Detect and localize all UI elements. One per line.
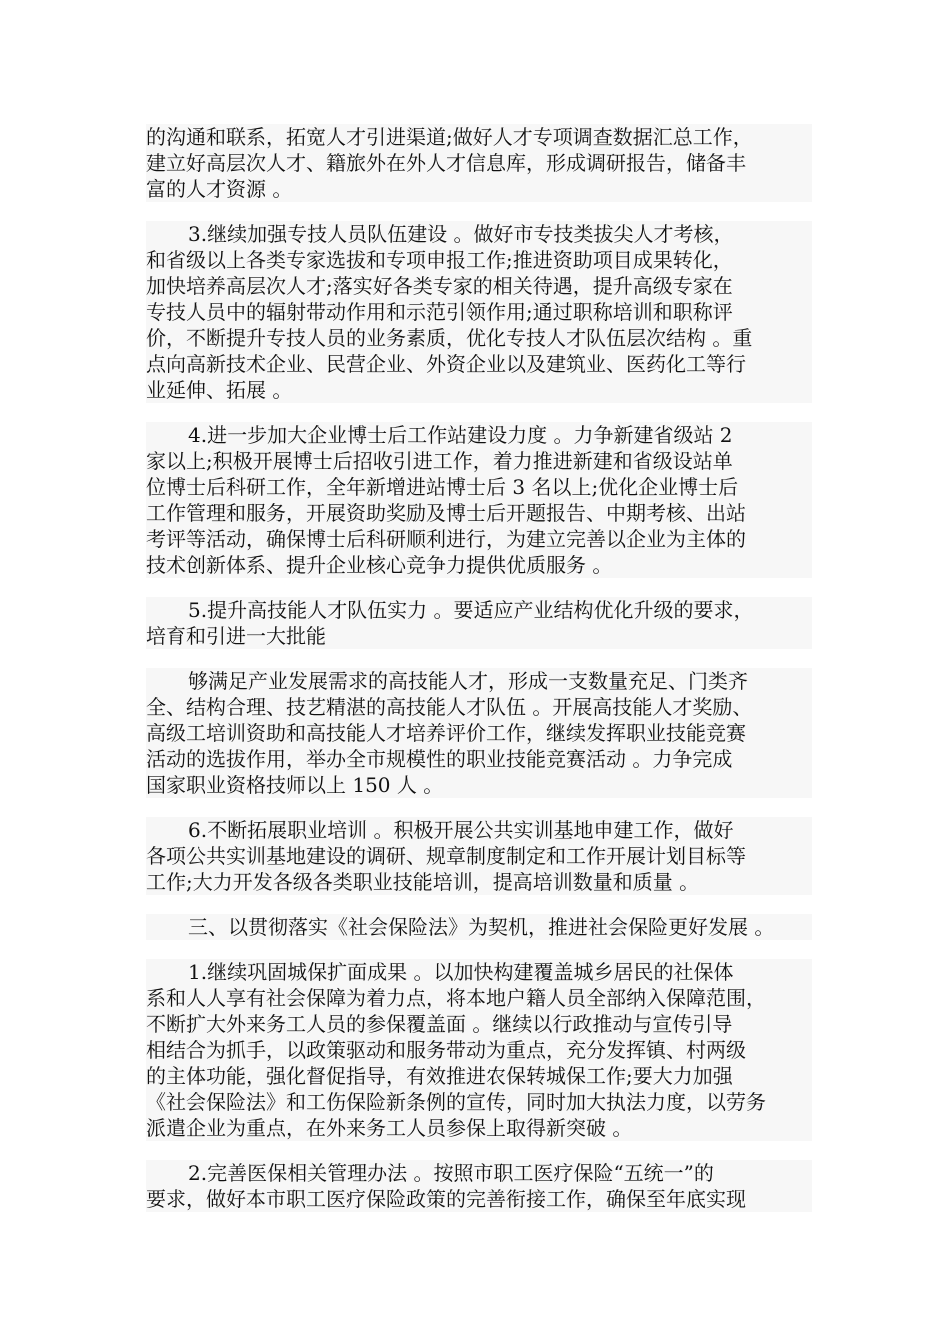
paragraph-item-4: [146, 422, 812, 578]
document-page: [146, 124, 812, 1231]
text-line: 国家职业资格技师以上 150 人 。: [146, 773, 444, 797]
text-line: 派遣企业为重点，在外来务工人员参保上取得新突破 。: [146, 1116, 633, 1140]
text-line: 培育和引进一大批能: [146, 624, 326, 648]
text-line: 够满足产业发展需求的高技能人才，形成一支数量充足、门类齐: [188, 669, 748, 693]
text-line: 3.继续加强专技人员队伍建设 。做好市专技类拔尖人才考核，: [188, 222, 734, 246]
text-line: 和省级以上各类专家选拔和专项申报工作;推进资助项目成果转化，: [146, 248, 733, 272]
text-line: 工作;大力开发各级各类职业技能培训，提高培训数量和质量 。: [146, 870, 700, 894]
text-line: 5.提升高技能人才队伍实力 。要适应产业结构优化升级的要求，: [188, 598, 754, 622]
text-line: 专技人员中的辐射带动作用和示范引领作用;通过职称培训和职称评: [146, 300, 733, 324]
text-line: 全、结构合理、技艺精湛的高技能人才队伍 。开展高技能人才奖励、: [146, 695, 753, 719]
text-line: 位博士后科研工作，全年新增进站博士后 3 名以上;优化企业博士后: [146, 475, 739, 499]
paragraph-social-item-1: [146, 959, 812, 1141]
text-line: 各项公共实训基地建设的调研、规章制度制定和工作开展计划目标等: [146, 844, 746, 868]
paragraph-talent-channels: [146, 124, 812, 202]
text-line: 系和人人享有社会保障为着力点，将本地户籍人员全部纳入保障范围，: [146, 986, 766, 1010]
text-line: 活动的选拔作用，举办全市规模性的职业技能竞赛活动 。力争完成: [146, 747, 733, 771]
text-line: 相结合为抓手，以政策驱动和服务带动为重点，充分发挥镇、村两级: [146, 1038, 746, 1062]
text-line: 建立好高层次人才、籍旅外在外人才信息库，形成调研报告，储备丰: [146, 151, 746, 175]
text-line: 《社会保险法》和工伤保险新条例的宣传，同时加大执法力度，以劳务: [146, 1090, 766, 1114]
text-line: 的主体功能，强化督促指导，有效推进农保转城保工作;要大力加强: [146, 1064, 733, 1088]
text-line: 加快培养高层次人才;落实好各类专家的相关待遇，提升高级专家在: [146, 274, 733, 298]
paragraph-item-3: [146, 221, 812, 403]
text-line: 业延伸、拓展 。: [146, 378, 293, 402]
paragraph-item-5: [146, 597, 812, 649]
text-line: 富的人才资源 。: [146, 177, 293, 201]
text-line: 技术创新体系、提升企业核心竞争力提供优质服务 。: [146, 553, 613, 577]
text-line: 工作管理和服务，开展资助奖励及博士后开题报告、中期考核、出站: [146, 501, 746, 525]
text-line: 高级工培训资助和高技能人才培养评价工作，继续发挥职业技能竞赛: [146, 721, 746, 745]
text-line: 不断扩大外来务工人员的参保覆盖面 。继续以行政推动与宣传引导: [146, 1012, 733, 1036]
text-line: 价，不断提升专技人员的业务素质，优化专技人才队伍层次结构 。重: [146, 326, 753, 350]
paragraph-social-item-2: [146, 1160, 812, 1212]
text-line: 1.继续巩固城保扩面成果 。以加快构建覆盖城乡居民的社保体: [188, 960, 734, 984]
text-line: 考评等活动，确保博士后科研顺利进行，为建立完善以企业为主体的: [146, 527, 746, 551]
text-line: 家以上;积极开展博士后招收引进工作，着力推进新建和省级设站单: [146, 449, 733, 473]
text-line: 6.不断拓展职业培训 。积极开展公共实训基地申建工作，做好: [188, 818, 734, 842]
text-line: 2.完善医保相关管理办法 。按照市职工医疗保险“五统一”的: [188, 1161, 714, 1185]
text-line: 三、以贯彻落实《社会保险法》为契机，推进社会保险更好发展 。: [188, 915, 775, 939]
text-line: 4.进一步加大企业博士后工作站建设力度 。力争新建省级站 2: [188, 423, 733, 447]
text-line: 点向高新技术企业、民营企业、外资企业以及建筑业、医药化工等行: [146, 352, 746, 376]
text-line: 要求，做好本市职工医疗保险政策的完善衔接工作，确保至年底实现: [146, 1187, 746, 1211]
text-line: 的沟通和联系，拓宽人才引进渠道;做好人才专项调查数据汇总工作，: [146, 125, 753, 149]
paragraph-high-skill-talent: [146, 668, 812, 798]
paragraph-item-6: [146, 817, 812, 895]
section-heading-social-insurance: [146, 914, 812, 940]
